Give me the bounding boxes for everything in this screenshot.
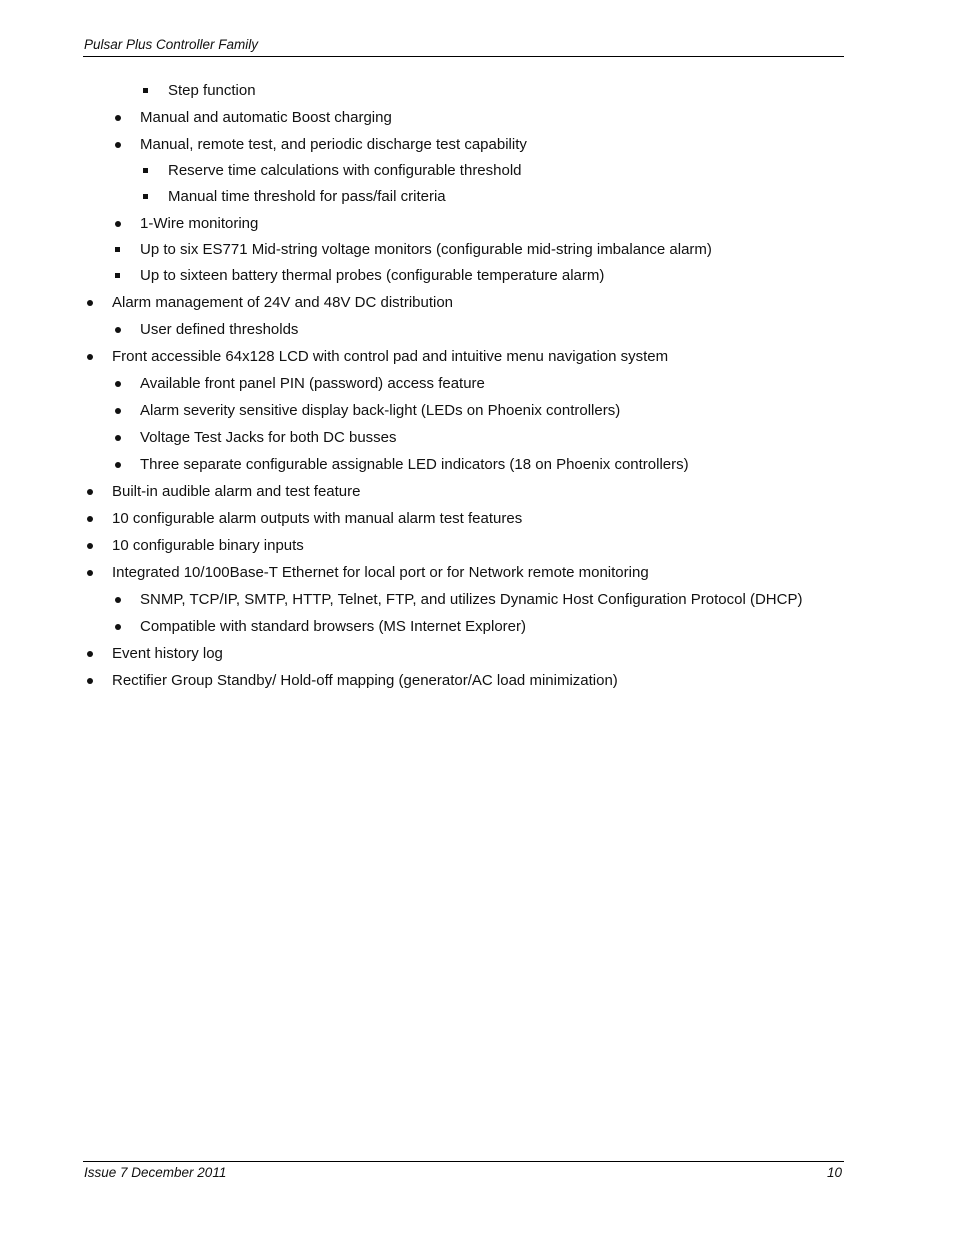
list-item-text: Reserve time calculations with configurable threshold [168, 162, 522, 179]
list-item-text: Manual time threshold for pass/fail criteria [168, 188, 446, 205]
disc-bullet-icon [115, 381, 121, 387]
disc-bullet-icon [87, 543, 93, 549]
disc-bullet-icon [87, 354, 93, 360]
list-item-text: Alarm management of 24V and 48V DC distribution [112, 294, 454, 311]
square-bullet-icon [143, 194, 148, 199]
list-item-text: 1-Wire monitoring [140, 215, 259, 232]
square-bullet-icon [143, 168, 148, 173]
list-item-text: Event history log [112, 645, 223, 662]
disc-bullet-icon [115, 624, 121, 630]
disc-bullet-icon [115, 408, 121, 414]
list-item-text: User defined thresholds [140, 321, 299, 338]
list-item-text: Voltage Test Jacks for both DC busses [140, 429, 397, 446]
disc-bullet-icon [115, 115, 121, 121]
page-header [83, 36, 844, 57]
list-item-text: 10 configurable alarm outputs with manual alarm test features [112, 510, 523, 527]
square-bullet-icon [143, 88, 148, 93]
list-item-text: Manual and automatic Boost charging [140, 109, 392, 126]
square-bullet-icon [115, 247, 120, 252]
page-number: 10 [826, 1165, 842, 1180]
list-item-text: Compatible with standard browsers (MS Internet Explorer) [140, 618, 526, 635]
list-item-text: Available front panel PIN (password) access feature [140, 375, 485, 392]
disc-bullet-icon [115, 435, 121, 441]
list-item-text: Integrated 10/100Base-T Ethernet for local port or for Network remote monitoring [112, 564, 649, 581]
disc-bullet-icon [87, 300, 93, 306]
list-item-text: Up to sixteen battery thermal probes (configurable temperature alarm) [140, 267, 605, 284]
list-item-text: Built-in audible alarm and test feature [112, 483, 361, 500]
page-footer [83, 1161, 844, 1180]
disc-bullet-icon [115, 142, 121, 148]
list-item-text: Alarm severity sensitive display back-light (LEDs on Phoenix controllers) [140, 402, 621, 419]
disc-bullet-icon [87, 570, 93, 576]
disc-bullet-icon [115, 462, 121, 468]
disc-bullet-icon [87, 678, 93, 684]
list-item-text: Rectifier Group Standby/ Hold-off mapping (generator/AC load minimization) [112, 672, 618, 689]
disc-bullet-icon [87, 489, 93, 495]
list-item-text: 10 configurable binary inputs [112, 537, 304, 554]
list-item-text: Manual, remote test, and periodic discharge test capability [140, 136, 527, 153]
disc-bullet-icon [87, 651, 93, 657]
issue-date: Issue 7 December 2011 [84, 1165, 227, 1180]
list-item-text: Up to six ES771 Mid-string voltage monitors (configurable mid-string imbalance alarm) [140, 241, 712, 258]
list-item-text: Front accessible 64x128 LCD with control pad and intuitive menu navigation system [112, 348, 669, 365]
list-item-text: Three separate configurable assignable LED indicators (18 on Phoenix controllers) [140, 456, 689, 473]
disc-bullet-icon [115, 327, 121, 333]
list-item-text: SNMP, TCP/IP, SMTP, HTTP, Telnet, FTP, and utilizes Dynamic Host Configuration Protocol (DHCP) [140, 591, 803, 608]
square-bullet-icon [115, 273, 120, 278]
disc-bullet-icon [115, 597, 121, 603]
disc-bullet-icon [115, 221, 121, 227]
disc-bullet-icon [87, 516, 93, 522]
list-item-text: Step function [168, 82, 256, 99]
document-title: Pulsar Plus Controller Family [84, 37, 259, 52]
